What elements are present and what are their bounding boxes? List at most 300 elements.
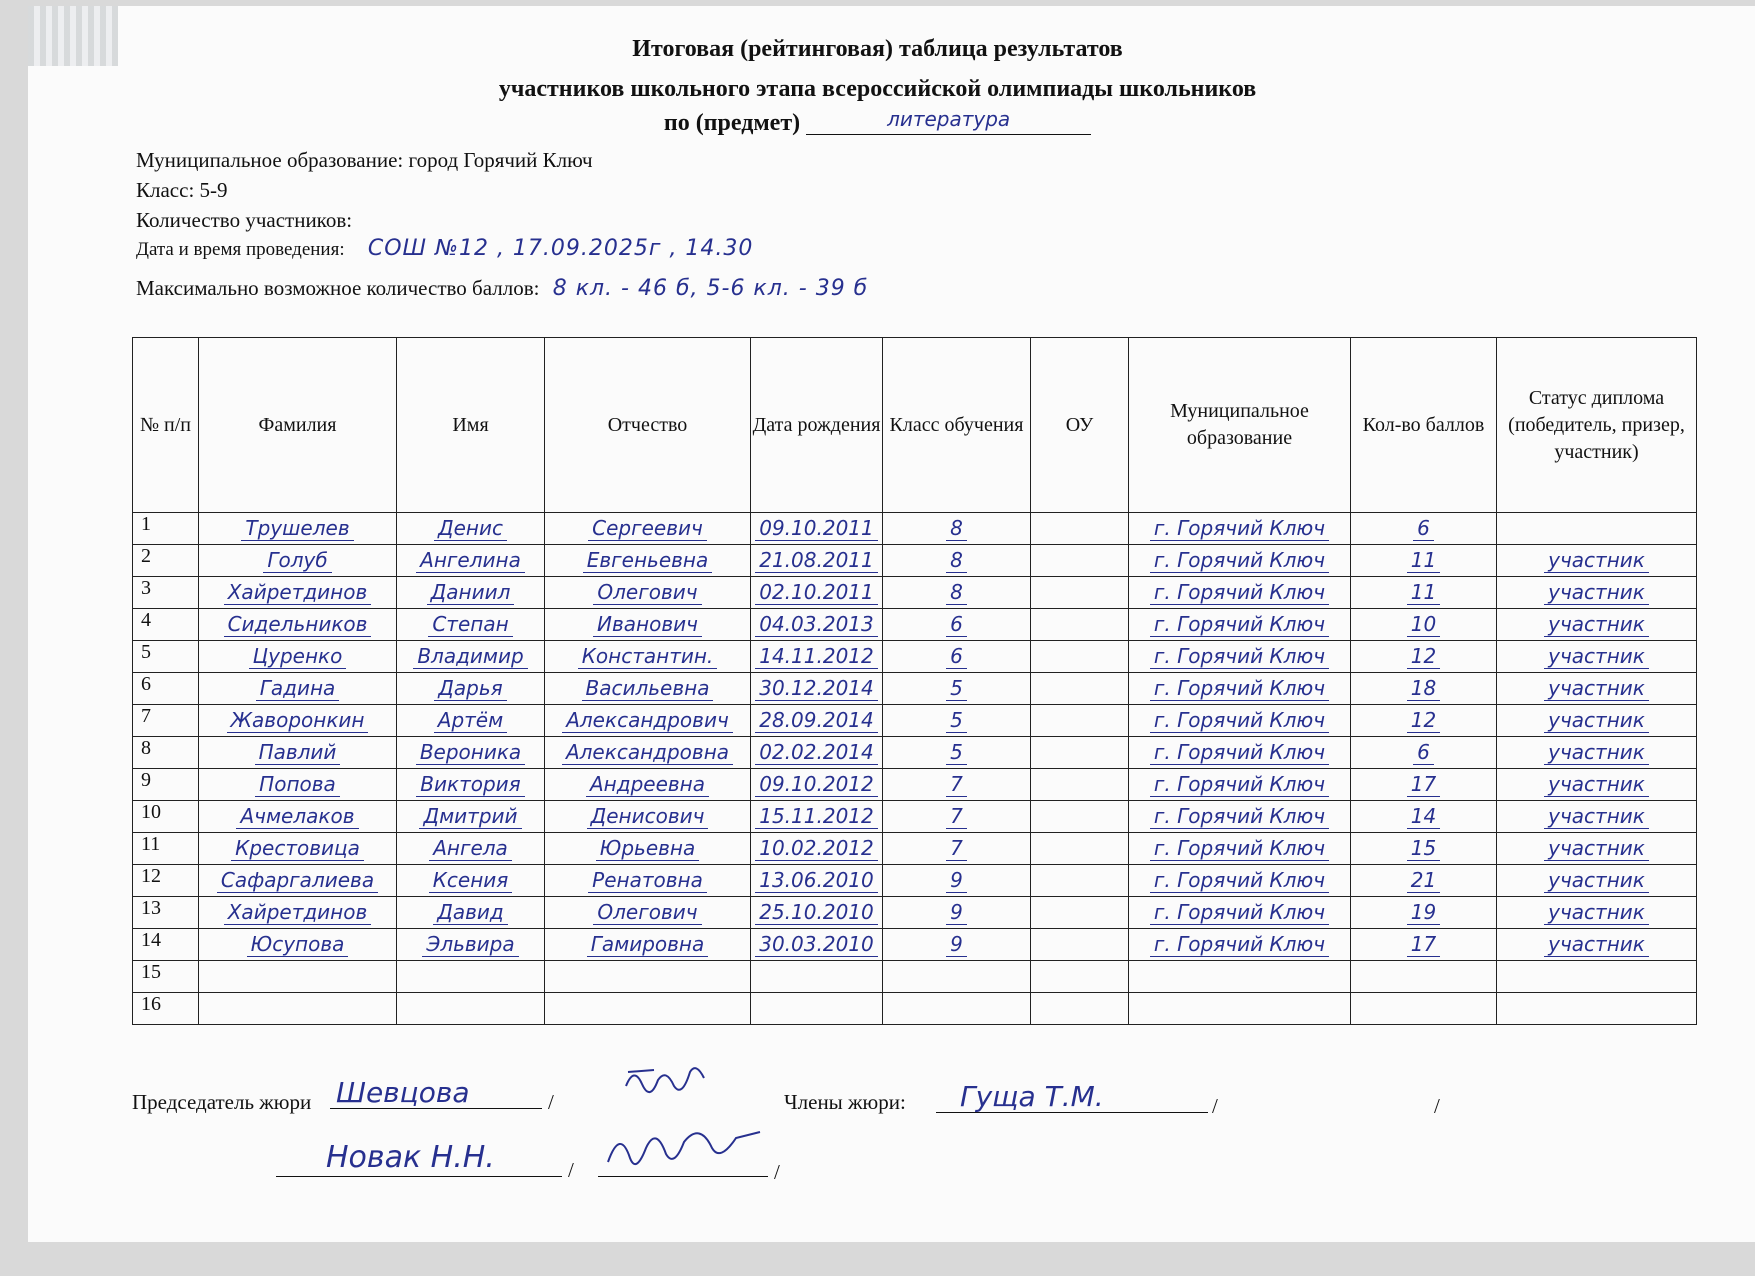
cell-patronymic bbox=[545, 545, 751, 577]
cell-status bbox=[1497, 577, 1697, 609]
handwritten-patronymic: Андреевна bbox=[586, 772, 709, 797]
cell-birthdate bbox=[751, 737, 883, 769]
cell-score bbox=[1351, 865, 1497, 897]
handwritten-status: участник bbox=[1544, 612, 1649, 637]
cell-grade bbox=[883, 961, 1031, 993]
cell-status bbox=[1497, 865, 1697, 897]
cell-patronymic bbox=[545, 961, 751, 993]
cell-name bbox=[397, 609, 545, 641]
cell-patronymic bbox=[545, 737, 751, 769]
cell-status bbox=[1497, 705, 1697, 737]
handwritten-birthdate: 15.11.2012 bbox=[755, 804, 878, 829]
datetime-value: СОШ №12 , 17.09.2025г , 14.30 bbox=[367, 236, 754, 261]
handwritten-status: участник bbox=[1544, 932, 1649, 957]
cell-patronymic bbox=[545, 801, 751, 833]
handwritten-name: Виктория bbox=[416, 772, 524, 797]
handwritten-grade: 8 bbox=[946, 516, 967, 541]
handwritten-grade: 6 bbox=[946, 612, 967, 637]
cell-birthdate bbox=[751, 705, 883, 737]
cell-name bbox=[397, 513, 545, 545]
cell-score bbox=[1351, 577, 1497, 609]
col-header-grade: Класс обучения bbox=[883, 338, 1031, 513]
cell-grade bbox=[883, 801, 1031, 833]
subject-line bbox=[0, 107, 1755, 137]
cell-name bbox=[397, 865, 545, 897]
col-header-municipality: Муниципальное образование bbox=[1129, 338, 1351, 513]
cell-grade bbox=[883, 673, 1031, 705]
handwritten-patronymic: Александрович bbox=[562, 708, 733, 733]
subject-label: по (предмет) bbox=[663, 110, 801, 136]
handwritten-surname: Трушелев bbox=[241, 516, 353, 541]
col-header-patronymic: Отчество bbox=[545, 338, 751, 513]
cell-status bbox=[1497, 769, 1697, 801]
handwritten-score: 12 bbox=[1407, 708, 1440, 733]
cell-grade bbox=[883, 705, 1031, 737]
col-header-surname: Фамилия bbox=[199, 338, 397, 513]
cell-num: 16 bbox=[133, 993, 199, 1025]
handwritten-grade: 8 bbox=[946, 548, 967, 573]
cell-birthdate bbox=[751, 929, 883, 961]
municipality-line: Муниципальное образование: город Горячий Ключ bbox=[136, 148, 593, 172]
cell-num: 8 bbox=[133, 737, 199, 769]
cell-num: 3 bbox=[133, 577, 199, 609]
handwritten-patronymic: Васильевна bbox=[582, 676, 714, 701]
handwritten-birthdate: 21.08.2011 bbox=[755, 548, 878, 573]
cell-birthdate bbox=[751, 961, 883, 993]
cell-school bbox=[1031, 993, 1129, 1025]
cell-patronymic bbox=[545, 769, 751, 801]
handwritten-status: участник bbox=[1544, 644, 1649, 669]
table-row bbox=[133, 705, 1697, 737]
col-header-birthdate: Дата рождения bbox=[751, 338, 883, 513]
handwritten-status: участник bbox=[1544, 740, 1649, 765]
cell-birthdate bbox=[751, 545, 883, 577]
handwritten-score: 10 bbox=[1407, 612, 1440, 637]
cell-municipality bbox=[1129, 513, 1351, 545]
cell-municipality bbox=[1129, 897, 1351, 929]
cell-school bbox=[1031, 897, 1129, 929]
cell-birthdate bbox=[751, 769, 883, 801]
handwritten-status: участник bbox=[1544, 580, 1649, 605]
cell-name bbox=[397, 833, 545, 865]
handwritten-status: участник bbox=[1544, 772, 1649, 797]
table-row bbox=[133, 801, 1697, 833]
cell-municipality bbox=[1129, 577, 1351, 609]
handwritten-grade: 7 bbox=[946, 772, 967, 797]
handwritten-municipality: г. Горячий Ключ bbox=[1150, 804, 1329, 829]
cell-grade bbox=[883, 609, 1031, 641]
table-row bbox=[133, 609, 1697, 641]
cell-grade bbox=[883, 865, 1031, 897]
handwritten-surname: Попова bbox=[255, 772, 340, 797]
cell-score bbox=[1351, 993, 1497, 1025]
handwritten-status: участник bbox=[1544, 676, 1649, 701]
handwritten-birthdate: 04.03.2013 bbox=[755, 612, 878, 637]
cell-name bbox=[397, 897, 545, 929]
results-table bbox=[132, 337, 1697, 1025]
cell-grade bbox=[883, 577, 1031, 609]
cell-municipality bbox=[1129, 993, 1351, 1025]
cell-status bbox=[1497, 609, 1697, 641]
cell-surname bbox=[199, 993, 397, 1025]
handwritten-grade: 8 bbox=[946, 580, 967, 605]
cell-grade bbox=[883, 513, 1031, 545]
cell-status bbox=[1497, 673, 1697, 705]
class-line: Класс: 5-9 bbox=[136, 178, 228, 202]
member3-slash: / bbox=[774, 1160, 780, 1184]
subject-value: литература bbox=[887, 107, 1011, 131]
chair-signature-scribble bbox=[620, 1058, 710, 1108]
cell-school bbox=[1031, 513, 1129, 545]
member2-name: Новак Н.Н. bbox=[326, 1140, 495, 1175]
chair-slash: / bbox=[548, 1090, 554, 1114]
cell-num: 4 bbox=[133, 609, 199, 641]
handwritten-municipality: г. Горячий Ключ bbox=[1150, 708, 1329, 733]
cell-grade bbox=[883, 897, 1031, 929]
handwritten-birthdate: 13.06.2010 bbox=[755, 868, 878, 893]
handwritten-birthdate: 02.10.2011 bbox=[755, 580, 878, 605]
cell-school bbox=[1031, 545, 1129, 577]
cell-num: 10 bbox=[133, 801, 199, 833]
handwritten-status: участник bbox=[1544, 708, 1649, 733]
cell-name bbox=[397, 577, 545, 609]
handwritten-birthdate: 10.02.2012 bbox=[755, 836, 878, 861]
cell-surname bbox=[199, 577, 397, 609]
handwritten-municipality: г. Горячий Ключ bbox=[1150, 772, 1329, 797]
cell-num: 5 bbox=[133, 641, 199, 673]
cell-surname bbox=[199, 833, 397, 865]
table-row bbox=[133, 673, 1697, 705]
cell-patronymic bbox=[545, 673, 751, 705]
handwritten-birthdate: 02.02.2014 bbox=[755, 740, 878, 765]
cell-name bbox=[397, 929, 545, 961]
cell-score bbox=[1351, 609, 1497, 641]
cell-status bbox=[1497, 513, 1697, 545]
handwritten-status: участник bbox=[1544, 900, 1649, 925]
handwritten-patronymic: Юрьевна bbox=[596, 836, 700, 861]
handwritten-birthdate: 09.10.2011 bbox=[755, 516, 878, 541]
cell-score bbox=[1351, 705, 1497, 737]
cell-school bbox=[1031, 961, 1129, 993]
handwritten-name: Владимир bbox=[413, 644, 527, 669]
cell-status bbox=[1497, 897, 1697, 929]
cell-surname bbox=[199, 545, 397, 577]
document-title-line-1: Итоговая (рейтинговая) таблица результатов bbox=[632, 36, 1123, 62]
handwritten-patronymic: Гамировна bbox=[587, 932, 709, 957]
cell-school bbox=[1031, 609, 1129, 641]
handwritten-grade: 7 bbox=[946, 804, 967, 829]
cell-score bbox=[1351, 641, 1497, 673]
handwritten-name: Эльвира bbox=[422, 932, 518, 957]
cell-score bbox=[1351, 513, 1497, 545]
cell-grade bbox=[883, 545, 1031, 577]
cell-num: 1 bbox=[133, 513, 199, 545]
col-header-school: ОУ bbox=[1031, 338, 1129, 513]
cell-school bbox=[1031, 673, 1129, 705]
cell-score bbox=[1351, 961, 1497, 993]
table-row bbox=[133, 577, 1697, 609]
cell-score bbox=[1351, 545, 1497, 577]
handwritten-name: Ангела bbox=[429, 836, 512, 861]
handwritten-name: Дмитрий bbox=[419, 804, 521, 829]
cell-surname bbox=[199, 641, 397, 673]
handwritten-name: Денис bbox=[434, 516, 507, 541]
cell-name bbox=[397, 801, 545, 833]
handwritten-name: Вероника bbox=[416, 740, 525, 765]
cell-patronymic bbox=[545, 705, 751, 737]
cell-status bbox=[1497, 737, 1697, 769]
handwritten-birthdate: 30.12.2014 bbox=[755, 676, 878, 701]
cell-municipality bbox=[1129, 705, 1351, 737]
table-row bbox=[133, 865, 1697, 897]
cell-birthdate bbox=[751, 865, 883, 897]
table-row bbox=[133, 545, 1697, 577]
handwritten-name: Артём bbox=[434, 708, 507, 733]
col-header-num: № п/п bbox=[133, 338, 199, 513]
cell-patronymic bbox=[545, 993, 751, 1025]
cell-name bbox=[397, 545, 545, 577]
cell-municipality bbox=[1129, 641, 1351, 673]
cell-name bbox=[397, 961, 545, 993]
cell-num: 13 bbox=[133, 897, 199, 929]
handwritten-grade: 9 bbox=[946, 868, 967, 893]
cell-num: 6 bbox=[133, 673, 199, 705]
cell-num: 12 bbox=[133, 865, 199, 897]
handwritten-score: 12 bbox=[1407, 644, 1440, 669]
handwritten-name: Ангелина bbox=[416, 548, 525, 573]
handwritten-surname: Гадина bbox=[256, 676, 340, 701]
cell-status bbox=[1497, 801, 1697, 833]
handwritten-score: 17 bbox=[1407, 772, 1440, 797]
handwritten-birthdate: 30.03.2010 bbox=[755, 932, 878, 957]
handwritten-status: участник bbox=[1544, 836, 1649, 861]
handwritten-surname: Хайретдинов bbox=[224, 580, 372, 605]
handwritten-name: Степан bbox=[428, 612, 512, 637]
cell-municipality bbox=[1129, 801, 1351, 833]
cell-status bbox=[1497, 961, 1697, 993]
cell-surname bbox=[199, 961, 397, 993]
handwritten-score: 19 bbox=[1407, 900, 1440, 925]
handwritten-grade: 6 bbox=[946, 644, 967, 669]
cell-municipality bbox=[1129, 737, 1351, 769]
handwritten-score: 17 bbox=[1407, 932, 1440, 957]
handwritten-score: 11 bbox=[1407, 580, 1440, 605]
handwritten-score: 14 bbox=[1407, 804, 1440, 829]
cell-birthdate bbox=[751, 993, 883, 1025]
cell-birthdate bbox=[751, 897, 883, 929]
cell-grade bbox=[883, 737, 1031, 769]
handwritten-surname: Крестовица bbox=[231, 836, 364, 861]
cell-school bbox=[1031, 833, 1129, 865]
cell-score bbox=[1351, 737, 1497, 769]
members-label: Члены жюри: bbox=[784, 1090, 906, 1114]
cell-school bbox=[1031, 705, 1129, 737]
cell-grade bbox=[883, 993, 1031, 1025]
cell-score bbox=[1351, 897, 1497, 929]
handwritten-grade: 9 bbox=[946, 932, 967, 957]
cell-surname bbox=[199, 737, 397, 769]
handwritten-municipality: г. Горячий Ключ bbox=[1150, 516, 1329, 541]
cell-birthdate bbox=[751, 801, 883, 833]
cell-name bbox=[397, 641, 545, 673]
participants-line: Количество участников: bbox=[136, 208, 353, 232]
member1-slash: / bbox=[1212, 1094, 1218, 1118]
cell-status bbox=[1497, 993, 1697, 1025]
cell-municipality bbox=[1129, 673, 1351, 705]
handwritten-municipality: г. Горячий Ключ bbox=[1150, 612, 1329, 637]
cell-surname bbox=[199, 513, 397, 545]
handwritten-patronymic: Денисович bbox=[587, 804, 709, 829]
handwritten-patronymic: Иванович bbox=[593, 612, 702, 637]
handwritten-name: Ксения bbox=[429, 868, 513, 893]
handwritten-surname: Цуренко bbox=[249, 644, 347, 669]
cell-patronymic bbox=[545, 929, 751, 961]
cell-num: 9 bbox=[133, 769, 199, 801]
handwritten-surname: Сидельников bbox=[224, 612, 372, 637]
handwritten-score: 18 bbox=[1407, 676, 1440, 701]
cell-surname bbox=[199, 897, 397, 929]
cell-surname bbox=[199, 865, 397, 897]
cell-patronymic bbox=[545, 833, 751, 865]
cell-name bbox=[397, 993, 545, 1025]
handwritten-score: 15 bbox=[1407, 836, 1440, 861]
datetime-line bbox=[136, 236, 753, 261]
cell-num: 14 bbox=[133, 929, 199, 961]
cell-municipality bbox=[1129, 833, 1351, 865]
member2-slash-end: / bbox=[1434, 1094, 1440, 1118]
table-row bbox=[133, 993, 1697, 1025]
col-header-status: Статус диплома (победитель, призер, участник) bbox=[1497, 338, 1697, 513]
handwritten-surname: Юсупова bbox=[247, 932, 349, 957]
table-row bbox=[133, 769, 1697, 801]
cell-municipality bbox=[1129, 609, 1351, 641]
col-header-score: Кол-во баллов bbox=[1351, 338, 1497, 513]
table-row bbox=[133, 641, 1697, 673]
handwritten-score: 6 bbox=[1413, 516, 1434, 541]
handwritten-patronymic: Олегович bbox=[593, 900, 701, 925]
handwritten-birthdate: 25.10.2010 bbox=[755, 900, 878, 925]
cell-school bbox=[1031, 769, 1129, 801]
handwritten-surname: Сафаргалиева bbox=[217, 868, 378, 893]
cell-patronymic bbox=[545, 609, 751, 641]
cell-birthdate bbox=[751, 609, 883, 641]
member2-slash: / bbox=[568, 1158, 574, 1182]
handwritten-status: участник bbox=[1544, 868, 1649, 893]
chair-name: Шевцова bbox=[336, 1076, 470, 1109]
subject-field bbox=[806, 107, 1091, 135]
cell-surname bbox=[199, 705, 397, 737]
cell-grade bbox=[883, 833, 1031, 865]
cell-num: 2 bbox=[133, 545, 199, 577]
cell-name bbox=[397, 737, 545, 769]
cell-score bbox=[1351, 673, 1497, 705]
cell-patronymic bbox=[545, 641, 751, 673]
datetime-label: Дата и время проведения: bbox=[136, 239, 345, 260]
cell-school bbox=[1031, 801, 1129, 833]
table-row bbox=[133, 961, 1697, 993]
handwritten-municipality: г. Горячий Ключ bbox=[1150, 740, 1329, 765]
cell-patronymic bbox=[545, 897, 751, 929]
cell-surname bbox=[199, 801, 397, 833]
handwritten-surname: Ачмелаков bbox=[236, 804, 358, 829]
cell-municipality bbox=[1129, 545, 1351, 577]
cell-surname bbox=[199, 929, 397, 961]
table-row bbox=[133, 513, 1697, 545]
handwritten-status: участник bbox=[1544, 804, 1649, 829]
handwritten-patronymic: Евгеньевна bbox=[583, 548, 713, 573]
cell-birthdate bbox=[751, 673, 883, 705]
handwritten-name: Давид bbox=[433, 900, 508, 925]
handwritten-municipality: г. Горячий Ключ bbox=[1150, 932, 1329, 957]
handwritten-municipality: г. Горячий Ключ bbox=[1150, 676, 1329, 701]
max-score-label: Максимально возможное количество баллов: bbox=[136, 276, 540, 300]
handwritten-score: 11 bbox=[1407, 548, 1440, 573]
cell-school bbox=[1031, 577, 1129, 609]
max-score-value: 8 кл. - 46 б, 5-6 кл. - 39 б bbox=[552, 276, 869, 301]
cell-num: 15 bbox=[133, 961, 199, 993]
handwritten-name: Даниил bbox=[427, 580, 515, 605]
table-row bbox=[133, 929, 1697, 961]
handwritten-municipality: г. Горячий Ключ bbox=[1150, 644, 1329, 669]
table-row bbox=[133, 897, 1697, 929]
handwritten-municipality: г. Горячий Ключ bbox=[1150, 868, 1329, 893]
cell-birthdate bbox=[751, 513, 883, 545]
cell-surname bbox=[199, 769, 397, 801]
member2-signature-line bbox=[276, 1176, 562, 1177]
cell-grade bbox=[883, 641, 1031, 673]
cell-school bbox=[1031, 641, 1129, 673]
handwritten-grade: 5 bbox=[946, 708, 967, 733]
cell-municipality bbox=[1129, 929, 1351, 961]
col-header-name: Имя bbox=[397, 338, 545, 513]
cell-school bbox=[1031, 865, 1129, 897]
handwritten-name: Дарья bbox=[434, 676, 506, 701]
handwritten-patronymic: Александровна bbox=[562, 740, 733, 765]
table-row bbox=[133, 737, 1697, 769]
cell-status bbox=[1497, 641, 1697, 673]
handwritten-patronymic: Олегович bbox=[593, 580, 701, 605]
handwritten-score: 6 bbox=[1413, 740, 1434, 765]
cell-num: 7 bbox=[133, 705, 199, 737]
cell-score bbox=[1351, 929, 1497, 961]
cell-patronymic bbox=[545, 577, 751, 609]
cell-patronymic bbox=[545, 865, 751, 897]
cell-municipality bbox=[1129, 961, 1351, 993]
handwritten-birthdate: 09.10.2012 bbox=[755, 772, 878, 797]
cell-birthdate bbox=[751, 833, 883, 865]
cell-status bbox=[1497, 545, 1697, 577]
cell-status bbox=[1497, 833, 1697, 865]
handwritten-grade: 7 bbox=[946, 836, 967, 861]
cell-name bbox=[397, 705, 545, 737]
cell-status bbox=[1497, 929, 1697, 961]
handwritten-municipality: г. Горячий Ключ bbox=[1150, 580, 1329, 605]
cell-patronymic bbox=[545, 513, 751, 545]
cell-score bbox=[1351, 801, 1497, 833]
handwritten-patronymic: Сергеевич bbox=[588, 516, 707, 541]
max-score-line bbox=[136, 276, 868, 301]
cell-municipality bbox=[1129, 865, 1351, 897]
cell-surname bbox=[199, 673, 397, 705]
handwritten-birthdate: 28.09.2014 bbox=[755, 708, 878, 733]
handwritten-status: участник bbox=[1544, 548, 1649, 573]
cell-surname bbox=[199, 609, 397, 641]
handwritten-grade: 9 bbox=[946, 900, 967, 925]
cell-num: 11 bbox=[133, 833, 199, 865]
handwritten-birthdate: 14.11.2012 bbox=[755, 644, 878, 669]
chair-label: Председатель жюри bbox=[132, 1090, 312, 1114]
cell-score bbox=[1351, 833, 1497, 865]
